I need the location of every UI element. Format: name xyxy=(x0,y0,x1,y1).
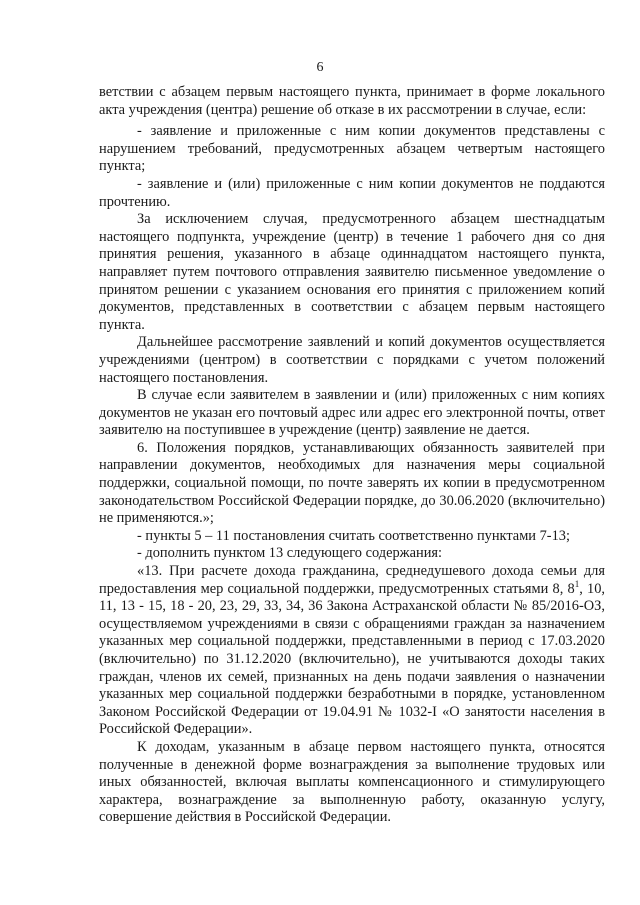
paragraph-continuation: ветствии с абзацем первым настоящего пункта, принимает в форме локального акта учреждения (центра) решение об отказе в их рассмотрении в случае, если: xyxy=(99,84,605,118)
document-body xyxy=(99,84,605,827)
item-13-text-part1: «13. При расчете дохода гражданина, среднедушевого дохода семьи для предоставления мер социальной поддержки, предусмотренных статьями 8, 8 xyxy=(99,563,605,597)
paragraph-income-definition: К доходам, указанным в абзаце первом настоящего пункта, относятся полученные в денежной форме вознаграждения за выполнение трудовых или иных обязанностей, включая выплаты компенсационного и стимулирующего характера, вознаграждение за выполненную работу, оказанную услугу, совершение действия в Российской Федерации. xyxy=(99,738,605,826)
list-item-unreadable: - заявление и (или) приложенные с ним копии документов не поддаются прочтению. xyxy=(99,175,605,210)
superscript-index: 1 xyxy=(574,578,580,589)
paragraph-further-review: Дальнейшее рассмотрение заявлений и копий документов осуществляется учреждениями (центром) в соответствии с порядками с учетом положений настоящего постановления. xyxy=(99,334,605,386)
list-item-add-item-13: - дополнить пунктом 13 следующего содержания: xyxy=(137,545,443,562)
paragraph-no-address: В случае если заявителем в заявлении и (или) приложенных с ним копиях документов не указан его почтовый адрес или адрес его электронной почты, ответ заявителю на поступившее в учреждение (центр) заявление не дается. xyxy=(99,387,605,439)
item-13-text-part2: , 10, 11, 13 - 15, 18 - 20, 23, 29, 33, 34, 36 Закона Астраханской области № 85/2016-ОЗ, осуществляемом учреждениями в связи с обращениями граждан за назначением указанных мер социальной поддержки, представленными в период с 17.03.2020 (включительно) по 31.12.2020 (включительно), не учитываются доходы таких граждан, членов их семей, признанных на день подачи заявления о назначении указанных мер социальной поддержки безработными в порядке, установленном Законом Российской Федерации от 19.04.91 № 1032-I «О занятости населения в Российской Федерации». xyxy=(99,580,605,738)
paragraph-item-6: 6. Положения порядков, устанавливающих обязанность заявителей при направлении документов, необходимых для назначения меры социальной поддержки, социальной помощи, по почте заверять их копии в предусмотренном законодательством Российской Федерации порядке, до 30.06.2020 (включительно) не применяются.»; xyxy=(99,439,605,527)
paragraph-notification: За исключением случая, предусмотренного абзацем шестнадцатым настоящего подпункта, учреждение (центр) в течение 1 рабочего дня со дня принятия решения, указанного в абзаце одиннадцатом настоящего пункта, направляет путем почтового отправления заявителю письменное уведомление о принятом решении с указанием основания его принятия с приложением копий документов, представленных в соответствии с абзацем первым настоящего пункта. xyxy=(99,211,605,333)
page-number: 6 xyxy=(316,60,324,75)
list-item-renumber: - пункты 5 – 11 постановления считать соответственно пунктами 7-13; xyxy=(137,527,570,544)
paragraph-item-13 xyxy=(99,563,605,739)
list-item-requirements-violation: - заявление и приложенные с ним копии документов представлены с нарушением требований, предусмотренных абзацем четвертым настоящего пункта; xyxy=(99,123,605,175)
